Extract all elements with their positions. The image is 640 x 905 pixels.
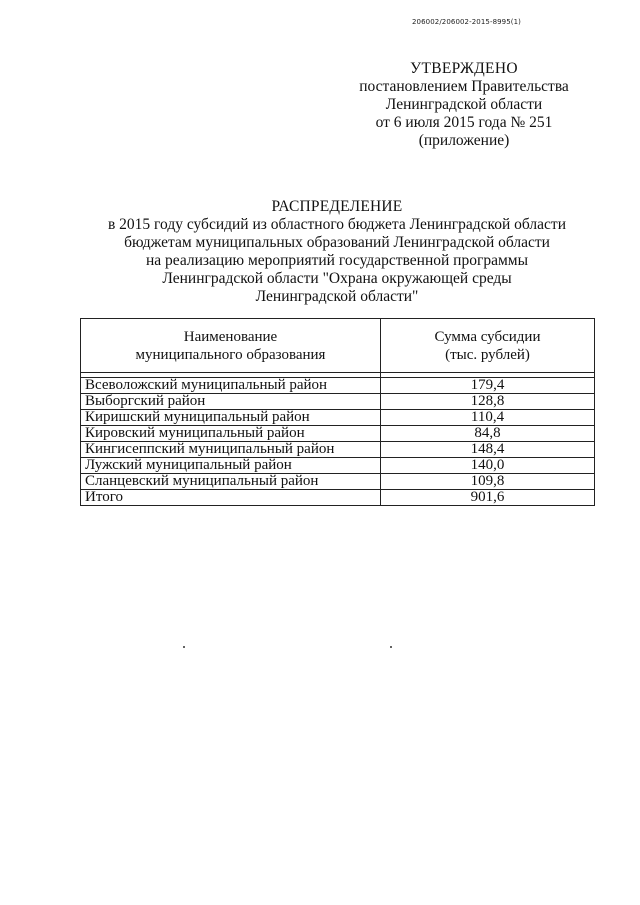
approval-title: УТВЕРЖДЕНО xyxy=(410,60,518,77)
table-row xyxy=(81,458,595,474)
total-label: Итого xyxy=(81,490,381,506)
table-row xyxy=(81,394,595,410)
scan-speck xyxy=(183,646,185,648)
row-name: Всеволожский муниципальный район xyxy=(81,378,381,394)
column-header-sum-line-2: (тыс. рублей) xyxy=(445,346,530,363)
total-amount: 901,6 xyxy=(381,490,595,506)
heading-line-1: в 2015 году субсидий из областного бюджета Ленинградской области xyxy=(107,216,566,233)
row-name: Киришский муниципальный район xyxy=(81,410,381,426)
heading-line-3: на реализацию мероприятий государственной программы xyxy=(145,252,528,269)
column-header-sum xyxy=(381,319,595,373)
row-name: Кировский муниципальный район xyxy=(81,426,381,442)
row-amount: 128,8 xyxy=(381,394,595,410)
row-amount: 179,4 xyxy=(381,378,595,394)
table-row xyxy=(81,378,595,394)
approval-region: Ленинградской области xyxy=(385,96,543,113)
approval-appendix: (приложение) xyxy=(418,132,510,149)
heading-line-5: Ленинградской области" xyxy=(255,288,419,305)
row-name: Сланцевский муниципальный район xyxy=(81,474,381,490)
document-title: РАСПРЕДЕЛЕНИЕ xyxy=(271,198,403,215)
document-id: 206002/206002-2015-8995(1) xyxy=(412,18,521,26)
column-header-name-line-1: Наименование xyxy=(183,328,278,345)
column-header-sum-line-1: Сумма субсидии xyxy=(434,328,541,345)
row-amount: 148,4 xyxy=(381,442,595,458)
approval-decree: постановлением Правительства xyxy=(359,78,569,95)
heading-line-2: бюджетам муниципальных образований Ленинградской области xyxy=(124,234,550,251)
scan-speck xyxy=(390,646,392,648)
approval-date: от 6 июля 2015 года № 251 xyxy=(375,114,553,131)
row-amount: 140,0 xyxy=(381,458,595,474)
row-amount: 109,8 xyxy=(381,474,595,490)
row-amount: 110,4 xyxy=(381,410,595,426)
row-name: Лужский муниципальный район xyxy=(81,458,381,474)
table-row xyxy=(81,426,595,442)
table-row xyxy=(81,474,595,490)
column-header-name xyxy=(81,319,381,373)
document-heading xyxy=(80,198,594,306)
row-name: Выборгский район xyxy=(81,394,381,410)
approval-stamp xyxy=(352,60,576,150)
subsidy-table xyxy=(80,318,595,506)
heading-line-4: Ленинградской области "Охрана окружающей среды xyxy=(162,270,512,287)
table-total-row xyxy=(81,490,595,506)
table-row xyxy=(81,410,595,426)
column-header-name-line-2: муниципального образования xyxy=(135,346,326,363)
table-header-row xyxy=(81,319,595,373)
table-row xyxy=(81,442,595,458)
row-name: Кингисеппский муниципальный район xyxy=(81,442,381,458)
row-amount: 84,8 xyxy=(381,426,595,442)
